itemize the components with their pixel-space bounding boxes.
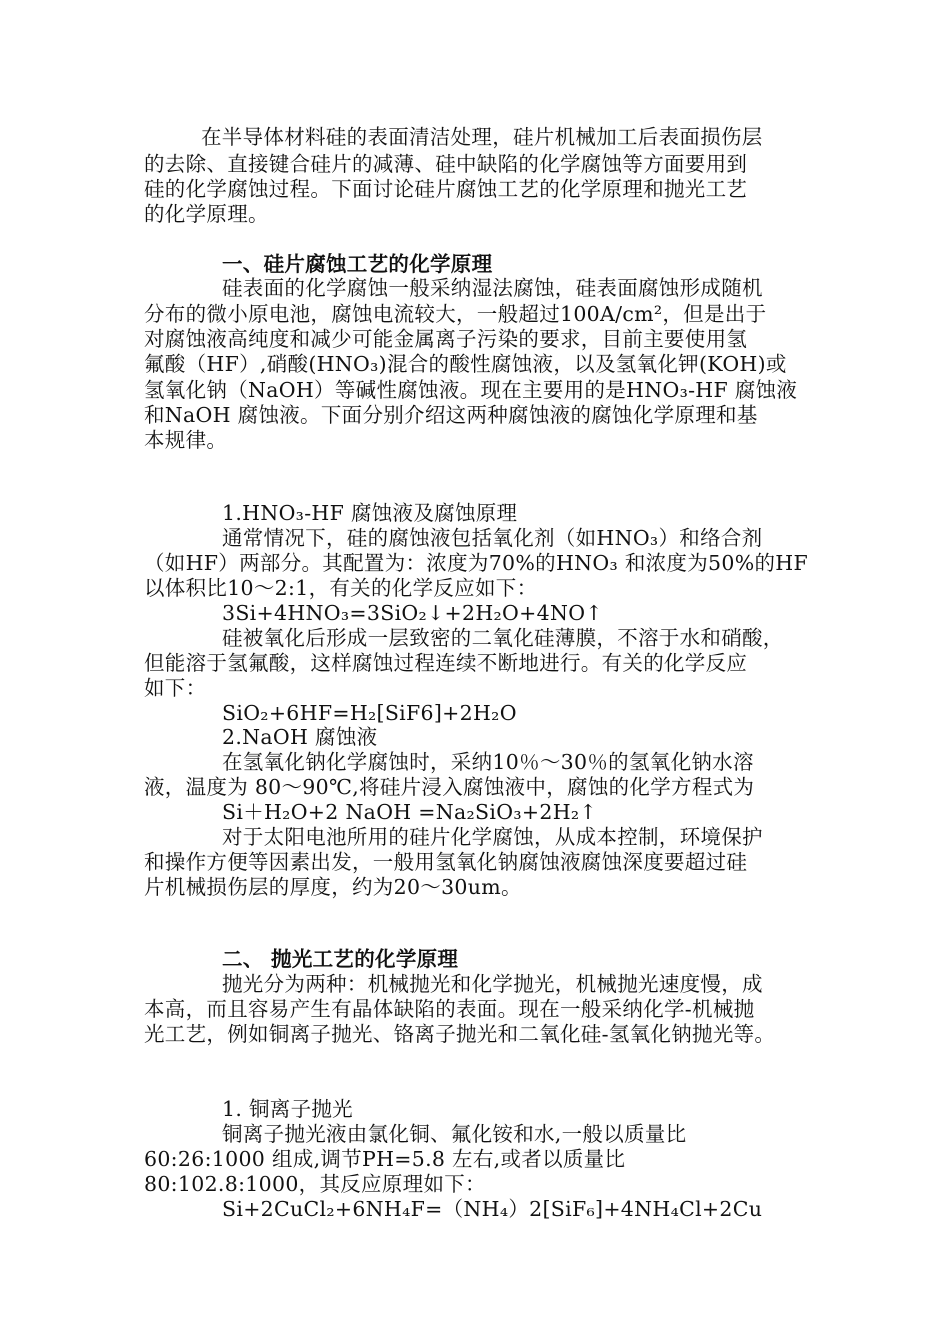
paragraph-line: 和NaOH 腐蚀液。下面分别介绍这两种腐蚀液的腐蚀化学原理和基 bbox=[144, 403, 758, 427]
paragraph-line: 液，温度为 80～90℃,将硅片浸入腐蚀液中，腐蚀的化学方程式为 bbox=[144, 775, 755, 799]
paragraph-line: 但能溶于氢氟酸，这样腐蚀过程连续不断地进行。有关的化学反应 bbox=[144, 651, 748, 675]
chemical-equation: Si+2CuCl₂+6NH₄F=（NH₄）2[SiF₆]+4NH₄Cl+2Cu bbox=[222, 1197, 763, 1221]
paragraph-line: 对腐蚀液高纯度和减少可能金属离子污染的要求，目前主要使用氢 bbox=[144, 327, 748, 351]
paragraph-line: 在氢氧化钠化学腐蚀时，采纳10％～30％的氢氧化钠水溶 bbox=[222, 750, 754, 774]
paragraph-line: 对于太阳电池所用的硅片化学腐蚀，从成本控制，环境保护 bbox=[222, 825, 763, 849]
paragraph-line: 以体积比10～2:1，有关的化学反应如下： bbox=[144, 576, 538, 600]
chemical-equation: 3Si+4HNO₃=3SiO₂↓+2H₂O+4NO↑ bbox=[222, 601, 603, 625]
paragraph-line: 本规律。 bbox=[144, 428, 228, 452]
paragraph-line: 抛光分为两种：机械抛光和化学抛光，机械抛光速度慢，成 bbox=[222, 972, 763, 996]
paragraph-line: 60:26:1000 组成,调节PH=5.8 左右,或者以质量比 bbox=[144, 1147, 626, 1171]
subsection-title: 1. 铜离子抛光 bbox=[222, 1097, 353, 1121]
intro-line: 的去除、直接键合硅片的减薄、硅中缺陷的化学腐蚀等方面要用到 bbox=[144, 152, 748, 176]
subsection-title: 1.HNO₃-HF 腐蚀液及腐蚀原理 bbox=[222, 501, 518, 525]
paragraph-line: 硅表面的化学腐蚀一般采纳湿法腐蚀，硅表面腐蚀形成随机 bbox=[222, 276, 763, 300]
paragraph-line: 氟酸（HF）,硝酸(HNO₃)混合的酸性腐蚀液，以及氢氧化钾(KOH)或 bbox=[144, 352, 787, 376]
paragraph-line: 如下： bbox=[144, 676, 207, 700]
paragraph-line: 和操作方便等因素出发，一般用氢氧化钠腐蚀液腐蚀深度要超过硅 bbox=[144, 850, 748, 874]
section-heading: 二、 抛光工艺的化学原理 bbox=[222, 947, 459, 971]
intro-line: 在半导体材料硅的表面清洁处理，硅片机械加工后表面损伤层 bbox=[201, 125, 763, 149]
paragraph-line: 80:102.8:1000，其反应原理如下： bbox=[144, 1172, 486, 1196]
chemical-equation: Si＋H₂O+2 NaOH =Na₂SiO₃+2H₂↑ bbox=[222, 800, 597, 824]
section-heading: 一、硅片腐蚀工艺的化学原理 bbox=[222, 252, 493, 276]
subsection-title: 2.NaOH 腐蚀液 bbox=[222, 725, 378, 749]
chemical-equation: SiO₂+6HF=H₂[SiF6]+2H₂O bbox=[222, 701, 517, 725]
paragraph-line: 光工艺，例如铜离子抛光、铬离子抛光和二氧化硅-氢氧化钠抛光等。 bbox=[144, 1022, 776, 1046]
paragraph-line: 铜离子抛光液由氯化铜、氟化铵和水,一般以质量比 bbox=[222, 1122, 687, 1146]
paragraph-line: 片机械损伤层的厚度，约为20～30um。 bbox=[144, 875, 522, 899]
paragraph-line: 氢氧化钠（NaOH）等碱性腐蚀液。现在主要用的是HNO₃-HF 腐蚀液 bbox=[144, 378, 798, 402]
paragraph-line: 通常情况下，硅的腐蚀液包括氧化剂（如HNO₃）和络合剂 bbox=[222, 526, 763, 550]
paragraph-line: 硅被氧化后形成一层致密的二氧化硅薄膜，不溶于水和硝酸， bbox=[222, 626, 784, 650]
intro-line: 硅的化学腐蚀过程。下面讨论硅片腐蚀工艺的化学原理和抛光工艺 bbox=[144, 177, 748, 201]
intro-line: 的化学原理。 bbox=[144, 202, 269, 226]
paragraph-line: （如HF）两部分。其配置为：浓度为70%的HNO₃ 和浓度为50%的HF bbox=[144, 551, 808, 575]
paragraph-line: 分布的微小原电池，腐蚀电流较大，一般超过100A/cm²，但是出于 bbox=[144, 302, 767, 326]
paragraph-line: 本高，而且容易产生有晶体缺陷的表面。现在一般采纳化学-机械抛 bbox=[144, 997, 755, 1021]
